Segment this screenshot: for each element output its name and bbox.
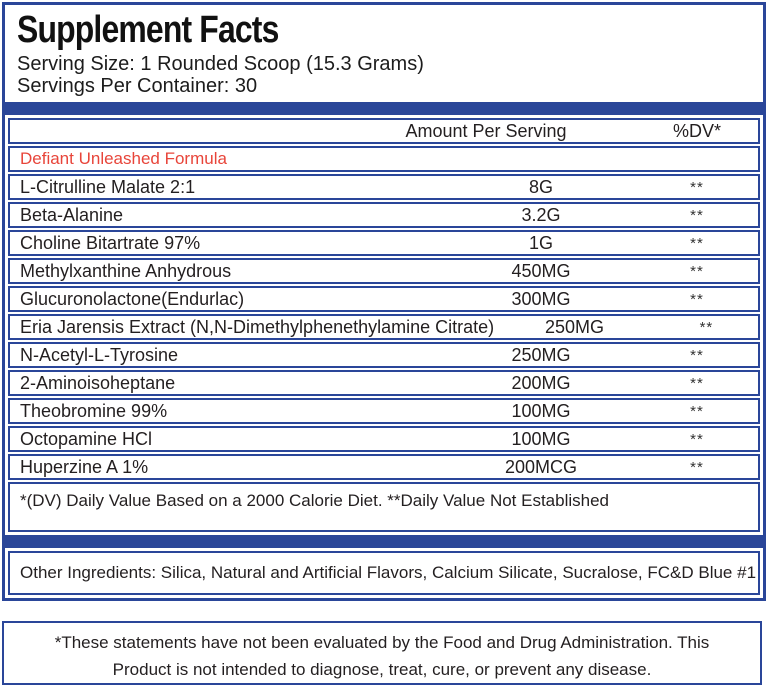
ingredient-row [8,202,760,228]
formula-name: Defiant Unleashed Formula [20,149,227,168]
ingredient-dv: ** [690,374,704,392]
ingredient-dv: ** [690,290,704,308]
ingredient-name: Eria Jarensis Extract (N,N-Dimethylphenethylamine Citrate) [20,316,495,337]
ingredient-amount: 8G [528,176,553,197]
ingredient-dv: ** [690,262,704,280]
ingredient-name: 2-Aminoisoheptane [20,372,176,393]
ingredient-row [8,258,760,284]
ingredient-row [8,342,760,368]
supplement-facts-panel [2,2,766,601]
ingredient-amount: 1G [528,232,553,253]
table-header-row [8,118,760,144]
ingredient-row [8,230,760,256]
other-ingredients-text: Other Ingredients: Silica, Natural and Artificial Flavors, Calcium Silicate, Sucralose, FC&D Blue #1 [8,551,760,595]
divider-bar-top [5,102,763,115]
ingredient-row [8,398,760,424]
ingredient-amount: 100MG [511,428,571,449]
fda-disclaimer-box [2,621,762,685]
ingredient-name: Glucuronolactone(Endurlac) [20,288,245,309]
label-header [5,5,763,102]
fda-disclaimer-line2: Product is not intended to diagnose, treat, cure, or prevent any disease. [112,660,652,679]
ingredient-dv: ** [690,430,704,448]
ingredient-amount: 250MG [544,316,604,337]
ingredient-dv: ** [699,318,714,336]
page-title: Supplement Facts [17,9,279,51]
dv-column-header: %DV* [672,120,721,141]
ingredient-name: Huperzine A 1% [20,456,149,477]
ingredient-row [8,314,760,340]
ingredient-name: Octopamine HCl [20,428,153,449]
ingredient-dv: ** [690,346,704,364]
ingredient-name: Choline Bitartrate 97% [20,232,201,253]
servings-per-container-text: Servings Per Container: 30 [17,75,258,97]
ingredient-row [8,174,760,200]
ingredient-name: L-Citrulline Malate 2:1 [20,176,196,197]
ingredient-name: Beta-Alanine [20,204,124,225]
ingredient-name: Methylxanthine Anhydrous [20,260,232,281]
ingredient-dv: ** [690,234,704,252]
ingredient-dv: ** [690,458,704,476]
ingredient-row [8,426,760,452]
ingredient-dv: ** [690,178,704,196]
ingredient-amount: 100MG [511,400,571,421]
ingredient-dv: ** [690,402,704,420]
ingredient-amount: 3.2G [521,204,561,225]
ingredient-amount: 200MCG [504,456,578,477]
ingredient-name: Theobromine 99% [20,400,168,421]
ingredient-name: N-Acetyl-L-Tyrosine [20,344,179,365]
formula-name-row [8,146,760,172]
fda-disclaimer-line1: *These statements have not been evaluated by the Food and Drug Administration. This [54,633,710,652]
ingredient-amount: 200MG [511,372,571,393]
ingredient-dv: ** [690,206,704,224]
ingredient-row [8,454,760,480]
dv-footnote: *(DV) Daily Value Based on a 2000 Calorie Diet. **Daily Value Not Established [8,482,760,532]
ingredient-amount: 300MG [511,288,571,309]
amount-column-header: Amount Per Serving [405,120,567,141]
serving-size-text: Serving Size: 1 Rounded Scoop (15.3 Grams) [17,53,424,75]
ingredient-amount: 450MG [511,260,571,281]
divider-bar-bottom [5,535,763,548]
ingredient-row [8,370,760,396]
other-ingredients-section [5,548,763,598]
ingredient-row [8,286,760,312]
facts-table [5,115,763,535]
ingredient-amount: 250MG [511,344,571,365]
